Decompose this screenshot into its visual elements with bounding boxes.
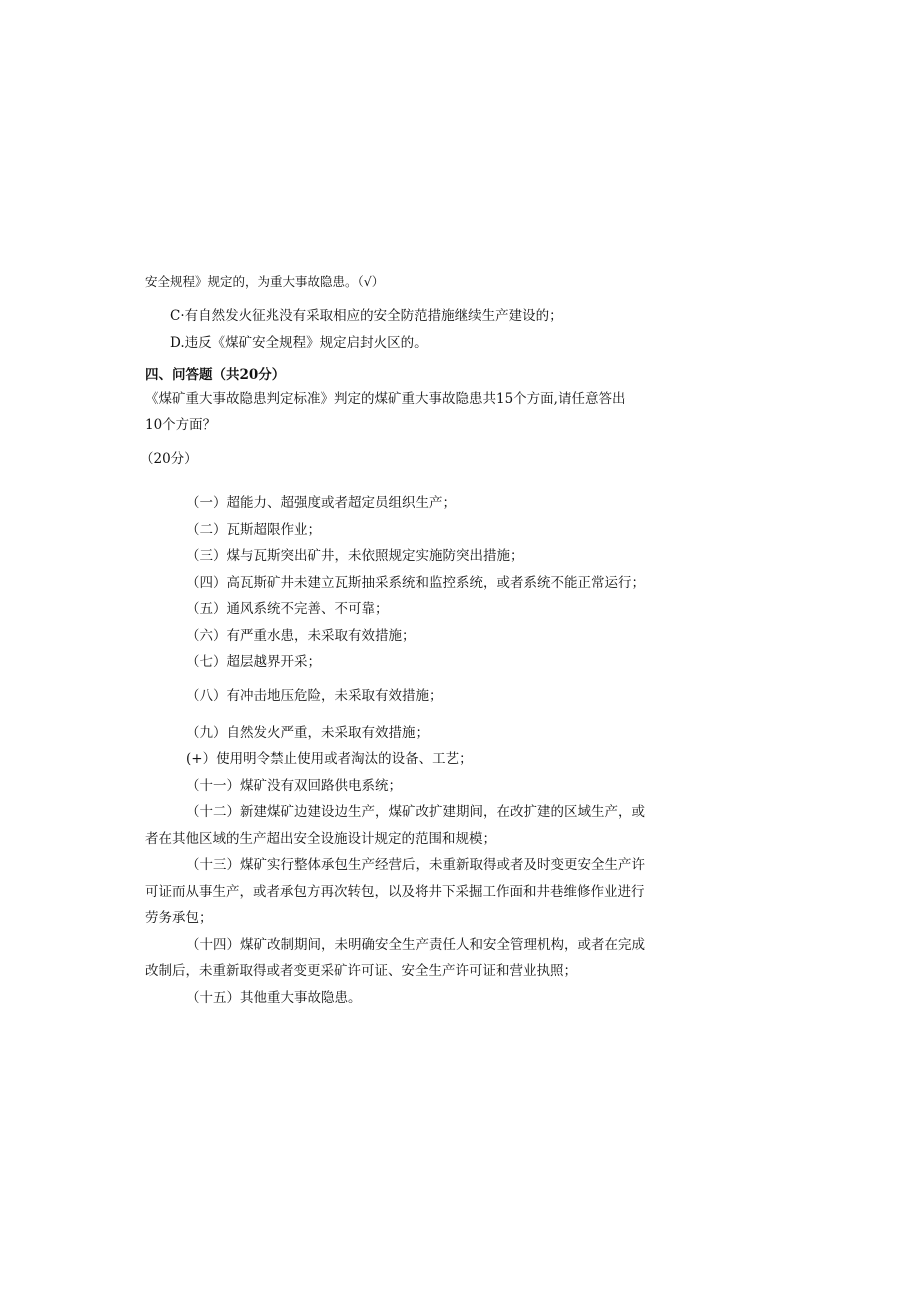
answer-12-line-2: 者在其他区域的生产超出安全设施设计规定的范围和规模； xyxy=(145,831,496,847)
answer-13-line-1: （十三）煤矿实行整体承包生产经营后，未重新取得或者及时变更安全生产许 xyxy=(186,857,645,873)
option-c: C·有自然发火征兆没有采取相应的安全防范措施继续生产建设的； xyxy=(170,308,563,324)
answer-item: （七）超层越界开采； xyxy=(186,654,321,670)
answer-13-line-3: 劳务承包； xyxy=(145,910,213,926)
answer-14-line-2: 改制后，未重新取得或者变更采矿许可证、安全生产许可证和营业执照； xyxy=(145,963,577,979)
answer-item: （六）有严重水患，未采取有效措施； xyxy=(186,628,416,644)
answer-item: （四）高瓦斯矿井未建立瓦斯抽采系统和监控系统，或者系统不能正常运行； xyxy=(186,575,645,591)
answer-item: （八）有冲击地压危险，未采取有效措施； xyxy=(186,688,443,704)
section-heading: 四、问答题（共20分） xyxy=(145,367,286,383)
question-line-2: 10个方面？ xyxy=(145,417,217,433)
answer-item: （一）超能力、超强度或者超定员组织生产； xyxy=(186,495,456,511)
answer-13-line-2: 可证而从事生产，或者承包方再次转包，以及将井下采掘工作面和井巷维修作业进行 xyxy=(145,884,645,900)
answer-item: （九）自然发火严重，未采取有效措施； xyxy=(186,725,429,741)
answer-12-line-1: （十二）新建煤矿边建设边生产，煤矿改扩建期间，在改扩建的区域生产，或 xyxy=(186,804,645,820)
answer-15: （十五）其他重大事故隐患。 xyxy=(186,990,362,1006)
top-fragment: 安全规程》规定的，为重大事故隐患。（√） xyxy=(145,274,385,289)
answer-item: （二）瓦斯超限作业； xyxy=(186,522,321,538)
option-d: D.违反《煤矿安全规程》规定启封火区的。 xyxy=(170,335,428,351)
answer-item: （五）通风系统不完善、不可靠； xyxy=(186,601,389,617)
answer-item: （三）煤与瓦斯突出矿井，未依照规定实施防突出措施； xyxy=(186,548,524,564)
question-line-1: 《煤矿重大事故隐患判定标准》判定的煤矿重大事故隐患共15个方面,请任意答出 xyxy=(145,391,626,407)
answer-item: （十一）煤矿没有双回路供电系统； xyxy=(186,778,402,794)
question-score: （20分） xyxy=(140,451,198,467)
answer-item: (+）使用明令禁止使用或者淘汰的设备、工艺； xyxy=(186,751,473,767)
answer-14-line-1: （十四）煤矿改制期间，未明确安全生产责任人和安全管理机构，或者在完成 xyxy=(186,937,645,953)
